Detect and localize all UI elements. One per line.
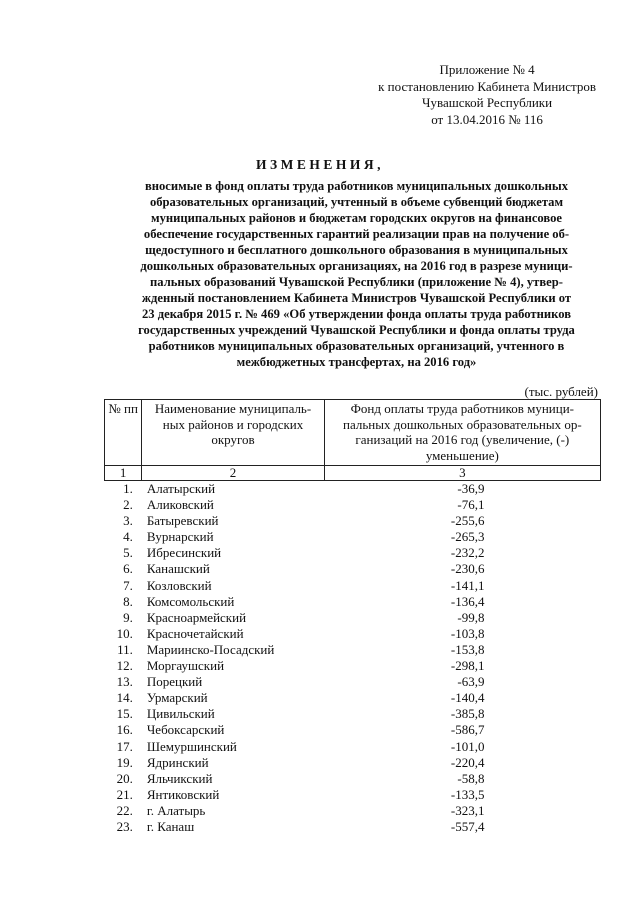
row-number: 12. <box>116 658 133 674</box>
row-municipality: Канашский <box>146 561 210 577</box>
row-number: 1. <box>123 481 133 496</box>
row-value: -133,5 <box>450 786 485 802</box>
appendix-block <box>378 62 596 128</box>
row-municipality: г. Алатырь <box>146 802 206 818</box>
row-municipality: Чебоксарский <box>146 722 225 738</box>
row-value: -385,8 <box>450 706 485 722</box>
subtitle-line: щедоступного и бесплатного дошкольного образования в муниципальных <box>145 243 568 257</box>
row-value: -265,3 <box>450 529 485 545</box>
document-title: ИЗМЕНЕНИЯ, <box>255 157 384 172</box>
row-value: -557,4 <box>450 818 485 834</box>
header-payroll-fund: Фонд оплаты труда работников муници- пальных дошкольных образовательных ор- ганизаций на 2016 год (увеличение, (-) уменьшение) <box>324 400 600 466</box>
row-number: 2. <box>123 497 133 513</box>
column-number-row <box>105 466 601 481</box>
row-number: 14. <box>116 690 133 706</box>
table-row <box>105 739 601 755</box>
row-municipality: Батыревский <box>146 513 219 529</box>
table-header-row <box>105 400 601 466</box>
appendix-line: к постановлению Кабинета Министров <box>378 78 596 94</box>
row-municipality: Цивильский <box>146 706 215 722</box>
row-value: -230,6 <box>450 561 485 577</box>
row-municipality: Вурнарский <box>146 529 214 545</box>
row-number: 10. <box>116 625 133 641</box>
row-number: 13. <box>116 674 133 690</box>
column-number: 2 <box>142 466 324 481</box>
subtitle-line: работников муниципальных образовательных организаций, учтенного в <box>148 339 565 353</box>
table-row <box>105 594 601 610</box>
table-row <box>105 787 601 803</box>
column-number: 1 <box>105 466 142 481</box>
table-row <box>105 706 601 722</box>
table-row <box>105 481 601 498</box>
row-value: -298,1 <box>450 658 485 674</box>
units-label: (тыс. рублей) <box>524 384 598 399</box>
table-row <box>105 755 601 771</box>
subtitle-line: государственных учреждений Чувашской Республики и фонда оплаты труда <box>138 323 575 337</box>
row-number: 11. <box>117 641 133 657</box>
row-value: -323,1 <box>450 802 485 818</box>
subtitle-line: межбюджетных трансфертах, на 2016 год» <box>236 355 477 369</box>
subtitle-line: вносимые в фонд оплаты труда работников муниципальных дошкольных <box>144 179 569 193</box>
row-value: -140,4 <box>450 690 485 706</box>
subtitle-line: 23 декабря 2015 г. № 469 «Об утверждении фонда оплаты труда работников <box>142 307 571 321</box>
column-number: 3 <box>324 466 600 481</box>
row-value: -103,8 <box>450 625 485 641</box>
table-row <box>105 771 601 787</box>
row-value: -36,9 <box>457 481 485 496</box>
table-row <box>105 545 601 561</box>
row-municipality: Шемуршинский <box>146 738 237 754</box>
row-number: 21. <box>116 786 133 802</box>
row-number: 19. <box>116 754 133 770</box>
table-row <box>105 722 601 738</box>
row-value: -58,8 <box>457 770 485 786</box>
subtitle-line: обеспечение государственных гарантий реализации прав на получение об- <box>143 227 570 241</box>
row-value: -586,7 <box>450 722 485 738</box>
table-row <box>105 819 601 835</box>
row-value: -153,8 <box>450 641 485 657</box>
table-row <box>105 610 601 626</box>
row-value: -99,8 <box>457 609 485 625</box>
table-row <box>105 578 601 594</box>
row-number: 5. <box>123 545 133 561</box>
table-row <box>105 803 601 819</box>
row-number: 6. <box>123 561 133 577</box>
row-value: -255,6 <box>450 513 485 529</box>
row-municipality: Яльчикский <box>146 770 213 786</box>
subtitle-line: дошкольных образовательных организациях, на 2016 год в разрезе муници- <box>140 259 573 273</box>
table-row <box>105 497 601 513</box>
row-municipality: Ибресинский <box>146 545 222 561</box>
payroll-changes-table <box>104 399 601 835</box>
row-municipality: Моргаушский <box>146 658 225 674</box>
row-municipality: Ядринский <box>146 754 209 770</box>
subtitle-line: жденный постановлением Кабинета Министров Чувашской Республики от <box>141 291 572 305</box>
table-row <box>105 658 601 674</box>
row-number: 7. <box>123 577 133 593</box>
row-number: 20. <box>116 770 133 786</box>
row-number: 9. <box>123 609 133 625</box>
subtitle-line: образовательных организаций, учтенный в объеме субвенций бюджетам <box>149 195 564 209</box>
row-number: 16. <box>116 722 133 738</box>
row-number: 3. <box>123 513 133 529</box>
table-row <box>105 674 601 690</box>
table-row <box>105 529 601 545</box>
row-number: 8. <box>123 593 133 609</box>
row-municipality: Алатырский <box>146 481 216 496</box>
row-municipality: Порецкий <box>146 674 203 690</box>
row-municipality: Янтиковский <box>146 786 220 802</box>
row-value: -220,4 <box>450 754 485 770</box>
row-municipality: Красноармейский <box>146 609 247 625</box>
row-municipality: Аликовский <box>146 497 214 513</box>
row-municipality: г. Канаш <box>146 818 195 834</box>
row-number: 23. <box>116 818 133 834</box>
row-value: -136,4 <box>450 593 485 609</box>
row-number: 15. <box>116 706 133 722</box>
table-row <box>105 642 601 658</box>
row-municipality: Комсомольский <box>146 593 235 609</box>
row-value: -76,1 <box>457 497 485 513</box>
appendix-line: от 13.04.2016 № 116 <box>431 111 543 127</box>
row-number: 22. <box>116 802 133 818</box>
row-municipality: Мариинско-Посадский <box>146 641 275 657</box>
subtitle-line: пальных образований Чувашской Республики (приложение № 4), утвер- <box>150 275 563 289</box>
row-value: -63,9 <box>457 674 485 690</box>
header-number: № пп <box>105 400 142 466</box>
row-municipality: Козловский <box>146 577 212 593</box>
document-subtitle <box>114 178 599 370</box>
subtitle-line: муниципальных районов и бюджетам городских округов на финансовое <box>151 211 562 225</box>
appendix-line: Приложение № 4 <box>439 62 535 77</box>
table-row <box>105 690 601 706</box>
table-row <box>105 513 601 529</box>
row-value: -232,2 <box>450 545 485 561</box>
row-municipality: Красночетайский <box>146 625 244 641</box>
row-number: 4. <box>123 529 133 545</box>
row-number: 17. <box>116 738 133 754</box>
row-municipality: Урмарский <box>146 690 208 706</box>
row-value: -141,1 <box>450 577 485 593</box>
appendix-line: Чувашской Республики <box>422 95 553 110</box>
table-row <box>105 561 601 577</box>
table-row <box>105 626 601 642</box>
header-municipality: Наименование муниципаль- ных районов и городских округов <box>142 400 324 466</box>
row-value: -101,0 <box>450 738 485 754</box>
